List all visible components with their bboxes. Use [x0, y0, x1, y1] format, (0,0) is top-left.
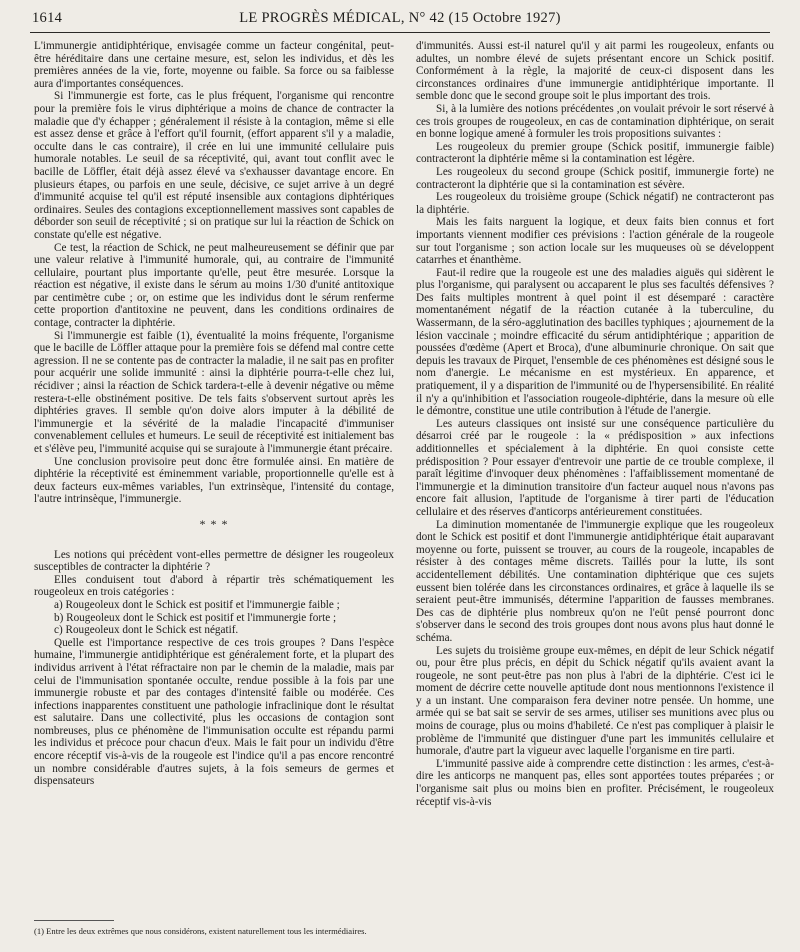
paragraph: Les rougeoleux du second groupe (Schick positif, immunergie forte) ne contracteront la diphtérie que si la contamination est sévère. [416, 165, 774, 191]
paragraph: Si, à la lumière des notions précédentes ,on voulait prévoir le sort réservé à ces trois groupes de rougeoleux, en cas de contamination diphtérique, on serait en bonne logique amené à formuler les trois propositions suivantes : [416, 102, 774, 141]
paragraph: Si l'immunergie est forte, cas le plus fréquent, l'organisme qui rencontre pour la première fois le virus diphtérique a moins de chance de contracter la maladie que d'y échapper ; généralement il résiste à la contagion, même si elle est assez dense et grâce à l'effort qu'il fournit, (effort apparent s'il y a maladie, occulte dans le cas contraire), il crée en lui une immunité cellulaire puis humorale notables. Le seuil de sa réceptivité, qui, avant tout conflit avec le bacille de Löffler, était déjà assez élevé va s'exhausser davantage encore. En plusieurs étapes, ou parfois en une seule, décisive, ce sujet arrive à un degré d'immunité acquise tel qu'il est réputé insensible aux contagions diphtériques ordinaires. Seules des contagions exceptionnellement massives sont capables de déborder son seuil de réceptivité ; si on pratique sur lui la réaction de Schick on constate qu'elle est négative. [34, 90, 394, 241]
page-number: 1614 [32, 10, 63, 26]
list-item: b) Rougeoleux dont le Schick est positif et l'immunergie forte ; [54, 611, 337, 624]
paragraph: Une conclusion provisoire peut donc être formulée ainsi. En matière de diphtérie la réceptivité est éminemment variable, proportionnelle qu'elle est à deux facteurs eux-mêmes variables, l'un extrinsèque, l'intensité du contage, l'autre intrinsèque, l'immunergie. [34, 455, 394, 506]
page-header [32, 8, 768, 28]
right-column [416, 40, 774, 808]
left-column [34, 40, 394, 788]
paragraph: Ce test, la réaction de Schick, ne peut malheureusement se définir que par une valeur relative à l'immunité humorale, qui, au contraire de l'immunité cellulaire, pourtant plus importante qu'elle, peut être mesurée. Lorsque la réaction est négative, il existe dans le sérum au moins 1/30 d'unité antitoxique par centimètre cube ; or, on estime que les individus dont le sérum renferme cette proportion d'antitoxine ne peuvent, dans les conditions ordinaires de contage, contracter la diphtérie. [34, 241, 394, 330]
paragraph: Les sujets du troisième groupe eux-mêmes, en dépit de leur Schick négatif ou, pour être plus précis, en dépit du Schick négatif qu'ils avaient avant la rougeole, ne sont peut-être pas non plus à l'abri de la diphtérie. C'est ici le moment de décrire cette nouvelle aptitude dont nous mentionnons l'existence il y a un instant. Une comparaison fera deviner notre pensée. Un homme, une armée qui se bat sait se servir de ses armes, utiliser ses munitions avec plus ou moins de courage, plus ou moins d'habileté. Ce n'est pas compliquer à plaisir le problème de l'immunité que distinguer d'une part les immunités cellulaire et humorale, d'autre part la vigueur avec laquelle l'organisme en tire parti. [416, 644, 774, 758]
paragraph: Mais les faits narguent la logique, et deux faits bien connus et fort importants viennent modifier ces prévisions : l'action générale de la rougeole sur tout l'organisme ; son action locale sur les muqueuses où se développent catarrhes et énanthème. [416, 216, 774, 267]
list-item: a) Rougeoleux dont le Schick est positif et l'immunergie faible ; [54, 598, 340, 611]
paragraph: Les notions qui précèdent vont-elles permettre de désigner les rougeoleux susceptibles de contracter la diphtérie ? [34, 548, 394, 574]
paragraph: Elles conduisent tout d'abord à répartir très schématiquement les rougeoleux en trois catégories : [34, 573, 394, 599]
paragraph: d'immunités. Aussi est-il naturel qu'il y ait parmi les rougeoleux, enfants ou adultes, un nombre élevé de sujets présentant encore un Schick positif. Conformément à la règle, la majorité de ceux-ci disposent dans les circonstances ordinaires d'une immunergie antidiphtérique importante. Il semble donc que le second groupe soit le plus important des trois. [416, 40, 774, 103]
journal-title: LE PROGRÈS MÉDICAL, N° 42 (15 Octobre 1927) [239, 10, 561, 26]
header-rule [30, 32, 770, 33]
paragraph: La diminution momentanée de l'immunergie explique que les rougeoleux dont le Schick est positif et dont l'immunergie antidiphtérique était auparavant moyenne ou forte, puissent se trouver, au cours de la rougeole, incapables de résister à des contages même discrets. Taillés pour la lutte, ils sont accidentellement débilités. Une contamination diphtérique que ces sujets eussent bien tolérée dans les circonstances ordinaires, et grâce à laquelle ils se seraient peut-être immunisés, détermine l'apparition de fausses membranes. Des cas de diphtérie plus nombreux qu'on ne l'eût pensé pourront donc s'observer dans le second des trois groupes dont nous avons plus haut donné le schéma. [416, 518, 774, 644]
paragraph: Les auteurs classiques ont insisté sur une conséquence particulière du désarroi créé par le rougeole : la « prédisposition » aux infections additionnelles et spécialement à la diphtérie. En quoi consiste cette prédisposition ? Pour essayer d'entrevoir une partie de ce trouble complexe, il paraît légitime d'invoquer deux phénomènes : l'affaiblissement momentané de l'immunergie et la diminution transitoire d'un facteur auquel nous n'avons pas encore fait allusion, l'aptitude de l'organisme à tirer parti de l'éducation cellulaire et des réserves d'anticorps antérieurement constituées. [416, 417, 774, 518]
paragraph: L'immunergie antidiphtérique, envisagée comme un facteur congénital, peut-être héréditaire dans une certaine mesure, est, selon les individus, et dès les premières années de la vie, forte, moyenne ou faible. Sa force ou sa faiblesse aura d'importantes conséquences. [34, 40, 394, 90]
list-item: c) Rougeoleux dont le Schick est négatif. [54, 624, 239, 637]
footnote: (1) Entre les deux extrêmes que nous considérons, existent naturellement tous les intermédiaires. [34, 926, 367, 936]
section-separator: * * * [199, 516, 229, 531]
footnote-rule [34, 920, 114, 921]
paragraph: Quelle est l'importance respective de ces trois groupes ? Dans l'espèce humaine, l'immunergie antidiphtérique est généralement forte, et la plupart des individus arrivent à l'état réfractaire non par le chemin de la maladie, mais par celui de l'immunisation spontanée occulte, rendue possible à la fois par une immunergie robuste et par des contages d'intensité faible ou modérée. Ces infections inapparentes constituent une pathologie infraclinique dont le résultat est salutaire. Dans une collectivité, plus les occasions de contagion sont nombreuses, plus ce phénomène de l'immunisation occulte est répandu parmi les individus et précoce pour chacun d'eux. Mais le fait pour un individu d'être encore réceptif vis-à-vis de la rougeole est l'indice qu'il a pas encore rencontré un nombre considérable d'autres sujets, à la fois semeurs de germes et dispensateurs [34, 636, 394, 788]
paragraph: Les rougeoleux du troisième groupe (Schick négatif) ne contracteront pas la diphtérie. [416, 191, 774, 216]
paragraph: Faut-il redire que la rougeole est une des maladies aiguës qui sidèrent le plus l'organisme, qui paralysent ou accaparent le plus ses facultés défensives ? Des faits multiples montrent à quel point il est désemparé : caractère momentanément négatif de la réaction cutanée à la tuberculine, du Wassermann, de la séro-agglutination des bacilles typhiques ; ajournement de la lésion vaccinale ; moindre efficacité du sérum antidiphtérique ; apparition de poussées d'œdème (Apert et Broca), d'une albuminurie chronique. On sait que depuis les travaux de Pirquet, l'ensemble de ces phénomènes est désigné sous le nom d'anergie. Le mécanisme en est mystérieux. En apparence, et pratiquement, il y a disparition de l'immunité ou de l'hypersensibilité. En réalité il n'y a qu'inhibition et l'association rougeole-diphtérie, dans la mesure où elle le démontre, constitue une utile contribution à l'étude de l'anergie. [416, 266, 774, 418]
paragraph: L'immunité passive aide à comprendre cette distinction : les armes, c'est-à-dire les anticorps ne manquent pas, elles sont apportées toutes préparées ; or l'organisme sait plus ou moins bien en profiter. Précisément, le rougeoleux réceptif vis-à-vis [416, 757, 774, 808]
paragraph: Les rougeoleux du premier groupe (Schick positif, immunergie faible) contracteront la diphtérie même si la contamination est légère. [416, 140, 774, 166]
paragraph: Si l'immunergie est faible (1), éventualité la moins fréquente, l'organisme que le bacille de Löffler attaque pour la première fois se défend mal contre cette agression. Il ne se contente pas de contracter la maladie, il ne sait pas en profiter pour acquérir une solide immunité : ainsi la diphtérie pourra-t-elle chez lui, récidiver ; ainsi la réaction de Schick tardera-t-elle à devenir négative ou même restera-t-elle obstinément positive. De tels faits s'observent surtout après les diphtéries graves. Il semble qu'on doive alors imputer à la débilité de l'immunergie et la sévérité de la maladie l'incapacité d'immuniser convenablement cellules et humeurs. Le seuil de réceptivité est initialement bas et s'élève peu, l'immunité acquise qui se surajoute à l'immunergie étant précaire. [34, 329, 394, 455]
